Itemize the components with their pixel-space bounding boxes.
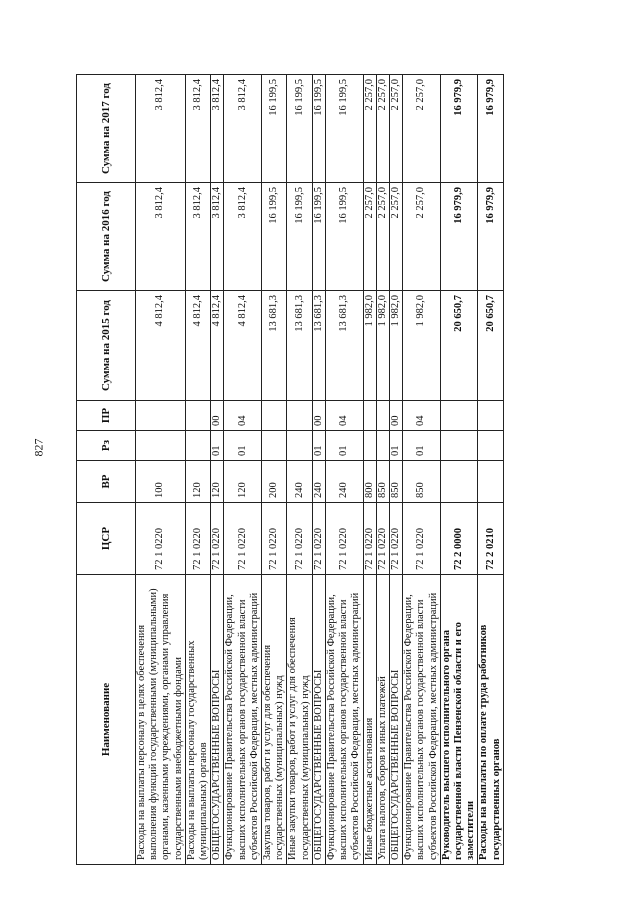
- cell-sum-2017: 16 199,5: [262, 75, 287, 183]
- cell-sum-2015: 1 982,0: [390, 291, 403, 401]
- table-row: [211, 75, 224, 865]
- cell-rz: [185, 431, 210, 461]
- table-row: [262, 75, 287, 865]
- cell-vr: 120: [211, 461, 224, 503]
- cell-rz: 01: [326, 431, 364, 461]
- cell-pr: [185, 401, 210, 431]
- cell-rz: 01: [211, 431, 224, 461]
- cell-sum-2017: 16 199,5: [287, 75, 312, 183]
- cell-rz: 01: [224, 431, 262, 461]
- cell-sum-2016: 3 812,4: [136, 183, 186, 291]
- cell-sum-2017: 3 812,4: [136, 75, 186, 183]
- cell-sum-2017: 2 257,0: [403, 75, 441, 183]
- header-rz: Рз: [77, 431, 136, 461]
- header-sum-2016: Сумма на 2016 год: [77, 183, 136, 291]
- table-row: [363, 75, 376, 865]
- cell-csr: 72 1 0220: [185, 503, 210, 575]
- cell-name: Руководитель высшего исполнительного органа государственной власти Пензенской области и его заместители: [440, 575, 478, 865]
- header-sum-2017: Сумма на 2017 год: [77, 75, 136, 183]
- cell-csr: 72 1 0220: [376, 503, 389, 575]
- budget-table-container: [76, 75, 606, 865]
- rotated-table: [76, 75, 606, 865]
- table-row: [440, 75, 478, 865]
- cell-csr: 72 1 0220: [287, 503, 312, 575]
- cell-csr: 72 1 0220: [136, 503, 186, 575]
- cell-sum-2015: 13 681,3: [326, 291, 364, 401]
- cell-sum-2017: 16 979,9: [478, 75, 503, 183]
- cell-rz: [376, 431, 389, 461]
- cell-csr: 72 1 0220: [390, 503, 403, 575]
- cell-csr: 72 1 0220: [312, 503, 325, 575]
- cell-sum-2015: 1 982,0: [403, 291, 441, 401]
- cell-name: Иные бюджетные ассигнования: [363, 575, 376, 865]
- table-row: [136, 75, 186, 865]
- cell-rz: [262, 431, 287, 461]
- cell-sum-2016: 2 257,0: [376, 183, 389, 291]
- cell-pr: [376, 401, 389, 431]
- cell-name: Расходы на выплаты персоналу государственных (муниципальных) органов: [185, 575, 210, 865]
- cell-pr: 04: [326, 401, 364, 431]
- cell-vr: 200: [262, 461, 287, 503]
- cell-sum-2016: 3 812,4: [185, 183, 210, 291]
- cell-sum-2017: 2 257,0: [376, 75, 389, 183]
- cell-sum-2017: 2 257,0: [390, 75, 403, 183]
- cell-vr: 800: [363, 461, 376, 503]
- cell-name: Уплата налогов, сборов и иных платежей: [376, 575, 389, 865]
- cell-rz: [136, 431, 186, 461]
- cell-sum-2017: 2 257,0: [363, 75, 376, 183]
- cell-vr: 850: [376, 461, 389, 503]
- header-name: Наименование: [77, 575, 136, 865]
- table-row: [224, 75, 262, 865]
- header-csr: ЦСР: [77, 503, 136, 575]
- cell-pr: 00: [390, 401, 403, 431]
- cell-vr: 240: [312, 461, 325, 503]
- cell-pr: 04: [224, 401, 262, 431]
- cell-sum-2016: 2 257,0: [403, 183, 441, 291]
- table-row: [185, 75, 210, 865]
- header-vr: ВР: [77, 461, 136, 503]
- cell-sum-2016: 2 257,0: [390, 183, 403, 291]
- cell-sum-2017: 3 812,4: [224, 75, 262, 183]
- table-header-row: [77, 75, 136, 865]
- cell-vr: 100: [136, 461, 186, 503]
- cell-sum-2015: 4 812,4: [136, 291, 186, 401]
- cell-vr: 120: [224, 461, 262, 503]
- cell-name: Расходы на выплаты персоналу в целях обеспечения выполнения функций государственными (муниципальными) органами, казенными учреждениями, органами управления государственными внебюджетными фондами: [136, 575, 186, 865]
- cell-sum-2015: 13 681,3: [312, 291, 325, 401]
- cell-rz: 01: [312, 431, 325, 461]
- cell-name: Функционирование Правительства Российской Федерации, высших исполнительных органов государственной власти субъектов Российской Федерации, местных администраций: [224, 575, 262, 865]
- cell-sum-2016: 16 199,5: [287, 183, 312, 291]
- cell-sum-2016: 2 257,0: [363, 183, 376, 291]
- cell-sum-2016: 16 199,5: [326, 183, 364, 291]
- cell-pr: 04: [403, 401, 441, 431]
- cell-sum-2016: 16 199,5: [262, 183, 287, 291]
- cell-name: ОБЩЕГОСУДАРСТВЕННЫЕ ВОПРОСЫ: [312, 575, 325, 865]
- cell-csr: 72 1 0220: [211, 503, 224, 575]
- table-row: [478, 75, 503, 865]
- cell-sum-2015: 4 812,4: [211, 291, 224, 401]
- cell-sum-2016: 16 199,5: [312, 183, 325, 291]
- table-body: [136, 75, 504, 865]
- cell-name: Иные закупки товаров, работ и услуг для обеспечения государственных (муниципальных) нужд: [287, 575, 312, 865]
- cell-sum-2015: 4 812,4: [185, 291, 210, 401]
- cell-sum-2017: 3 812,4: [211, 75, 224, 183]
- cell-pr: 00: [211, 401, 224, 431]
- cell-name: Расходы на выплаты по оплате труда работников государственных органов: [478, 575, 503, 865]
- cell-sum-2017: 16 979,9: [440, 75, 478, 183]
- cell-name: Функционирование Правительства Российской Федерации, высших исполнительных органов государственной власти субъектов Российской Федерации, местных администраций: [403, 575, 441, 865]
- cell-rz: [287, 431, 312, 461]
- cell-pr: [363, 401, 376, 431]
- cell-csr: 72 1 0220: [262, 503, 287, 575]
- table-row: [312, 75, 325, 865]
- header-sum-2015: Сумма на 2015 год: [77, 291, 136, 401]
- cell-vr: [440, 461, 478, 503]
- table-row: [403, 75, 441, 865]
- cell-csr: 72 2 0000: [440, 503, 478, 575]
- cell-pr: [440, 401, 478, 431]
- cell-csr: 72 2 0210: [478, 503, 503, 575]
- cell-sum-2016: 16 979,9: [478, 183, 503, 291]
- cell-sum-2015: 1 982,0: [363, 291, 376, 401]
- cell-sum-2017: 16 199,5: [312, 75, 325, 183]
- cell-sum-2016: 16 979,9: [440, 183, 478, 291]
- cell-sum-2015: 4 812,4: [224, 291, 262, 401]
- cell-pr: [287, 401, 312, 431]
- page-number: 827: [31, 438, 46, 457]
- table-row: [390, 75, 403, 865]
- cell-pr: [262, 401, 287, 431]
- cell-sum-2016: 3 812,4: [224, 183, 262, 291]
- cell-vr: 120: [185, 461, 210, 503]
- cell-pr: [478, 401, 503, 431]
- cell-name: Закупка товаров, работ и услуг для обеспечения государственных (муниципальных) нужд: [262, 575, 287, 865]
- cell-rz: [478, 431, 503, 461]
- header-pr: ПР: [77, 401, 136, 431]
- cell-rz: 01: [390, 431, 403, 461]
- table-row: [326, 75, 364, 865]
- cell-sum-2016: 3 812,4: [211, 183, 224, 291]
- budget-table: [76, 74, 504, 865]
- cell-vr: 240: [287, 461, 312, 503]
- table-row: [376, 75, 389, 865]
- cell-vr: 850: [390, 461, 403, 503]
- cell-sum-2017: 16 199,5: [326, 75, 364, 183]
- cell-csr: 72 1 0220: [224, 503, 262, 575]
- cell-sum-2015: 13 681,3: [262, 291, 287, 401]
- cell-sum-2015: 20 650,7: [478, 291, 503, 401]
- cell-vr: [478, 461, 503, 503]
- cell-pr: 00: [312, 401, 325, 431]
- cell-pr: [136, 401, 186, 431]
- cell-sum-2017: 3 812,4: [185, 75, 210, 183]
- cell-name: Функционирование Правительства Российской Федерации, высших исполнительных органов государственной власти субъектов Российской Федерации, местных администраций: [326, 575, 364, 865]
- cell-rz: [363, 431, 376, 461]
- cell-sum-2015: 1 982,0: [376, 291, 389, 401]
- cell-vr: 240: [326, 461, 364, 503]
- cell-sum-2015: 13 681,3: [287, 291, 312, 401]
- cell-vr: 850: [403, 461, 441, 503]
- cell-rz: [440, 431, 478, 461]
- cell-name: ОБЩЕГОСУДАРСТВЕННЫЕ ВОПРОСЫ: [390, 575, 403, 865]
- cell-csr: 72 1 0220: [403, 503, 441, 575]
- cell-sum-2015: 20 650,7: [440, 291, 478, 401]
- table-row: [287, 75, 312, 865]
- cell-csr: 72 1 0220: [363, 503, 376, 575]
- cell-rz: 01: [403, 431, 441, 461]
- cell-csr: 72 1 0220: [326, 503, 364, 575]
- cell-name: ОБЩЕГОСУДАРСТВЕННЫЕ ВОПРОСЫ: [211, 575, 224, 865]
